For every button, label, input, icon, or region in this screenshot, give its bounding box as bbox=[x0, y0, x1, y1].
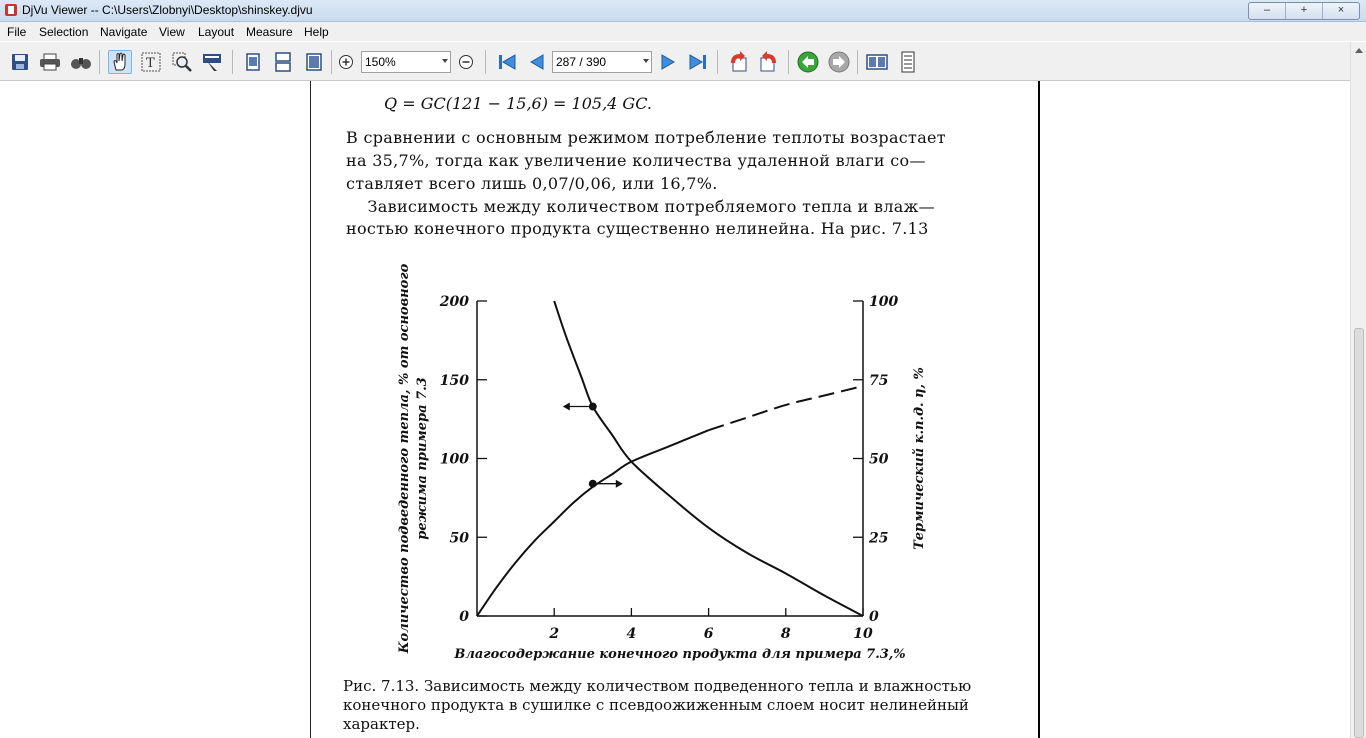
paragraph-line: В сравнении с основным режимом потребление теплоты возрастает bbox=[346, 128, 946, 147]
chart-curves bbox=[477, 301, 863, 616]
page-value: 287 / 390 bbox=[556, 55, 607, 69]
curve-marker bbox=[589, 480, 597, 488]
zoom-out-icon[interactable] bbox=[454, 50, 478, 74]
paragraph-line: на 35,7%, тогда как увеличение количества удаленной влаги со— bbox=[346, 151, 926, 170]
x-tick-label: 6 bbox=[703, 626, 714, 642]
caption-line: конечного продукта в сушилке с псевдоожиженным слоем носит нелинейный bbox=[343, 696, 969, 714]
minimize-button[interactable]: – bbox=[1249, 3, 1286, 19]
y-left-tick-label: 200 bbox=[439, 294, 469, 310]
y-right-tick-label: 0 bbox=[869, 609, 879, 625]
svg-text:T: T bbox=[146, 56, 155, 71]
menu-layout[interactable]: Layout bbox=[198, 25, 235, 39]
menu-measure[interactable]: Measure bbox=[246, 25, 293, 39]
formula-line: Q = GC(121 − 15,6) = 105,4 GC. bbox=[384, 94, 652, 113]
arrow-head bbox=[616, 480, 623, 488]
scroll-up-icon[interactable] bbox=[1355, 48, 1363, 53]
rotate-right-icon[interactable] bbox=[757, 50, 781, 74]
caption-line: характер. bbox=[343, 715, 420, 733]
save-icon[interactable] bbox=[8, 50, 32, 74]
heat-curve bbox=[554, 301, 863, 616]
zoom-in-icon[interactable] bbox=[334, 50, 358, 74]
y-left-tick-label: 0 bbox=[459, 609, 469, 625]
maximize-button[interactable]: + bbox=[1286, 3, 1323, 19]
arrow-head bbox=[563, 403, 570, 411]
y-right-tick-label: 100 bbox=[869, 294, 899, 310]
chevron-down-icon bbox=[643, 59, 649, 63]
x-tick-label: 2 bbox=[549, 626, 560, 642]
y-right-tick-label: 25 bbox=[869, 530, 889, 547]
efficiency-curve-dashed bbox=[709, 386, 863, 430]
x-tick-label: 8 bbox=[780, 626, 791, 642]
title-bar bbox=[0, 0, 1366, 22]
menu-selection[interactable]: Selection bbox=[39, 25, 89, 39]
page-select[interactable] bbox=[552, 51, 652, 73]
facing-icon[interactable] bbox=[302, 50, 326, 74]
paragraph-line: ностью конечного продукта существенно нелинейна. На рис. 7.13 bbox=[346, 219, 929, 238]
last-page-icon[interactable] bbox=[686, 50, 710, 74]
menu-view[interactable]: View bbox=[159, 25, 185, 39]
y-right-tick-label: 75 bbox=[869, 372, 889, 389]
x-tick-label: 10 bbox=[853, 626, 873, 642]
menu-file[interactable]: File bbox=[7, 25, 27, 39]
window-controls bbox=[1248, 2, 1360, 20]
efficiency-curve bbox=[477, 430, 709, 616]
zoom-tool-icon[interactable] bbox=[170, 50, 194, 74]
prev-page-icon[interactable] bbox=[525, 50, 549, 74]
back-icon[interactable] bbox=[796, 50, 820, 74]
print-icon[interactable] bbox=[38, 50, 62, 74]
region-icon[interactable] bbox=[200, 50, 224, 74]
zoom-value: 150% bbox=[365, 55, 396, 69]
find-icon[interactable] bbox=[69, 50, 93, 74]
continuous-icon[interactable] bbox=[271, 50, 295, 74]
x-tick-label: 4 bbox=[626, 626, 637, 642]
paragraph-line: Зависимость между количеством потребляемого тепла и влаж— bbox=[346, 197, 935, 216]
y-left-tick-label: 150 bbox=[439, 372, 469, 389]
figure-chart bbox=[380, 260, 940, 670]
rotate-left-icon[interactable] bbox=[726, 50, 750, 74]
x-axis-label: Влагосодержание конечного продукта для примера 7.3,% bbox=[454, 647, 906, 662]
next-page-icon[interactable] bbox=[656, 50, 680, 74]
text-select-icon[interactable] bbox=[139, 50, 163, 74]
thumbnails-icon[interactable] bbox=[865, 50, 889, 74]
caption-line: Рис. 7.13. Зависимость между количеством подведенного тепла и влажностью bbox=[343, 677, 972, 695]
menu-navigate[interactable]: Navigate bbox=[100, 25, 148, 39]
y-left-tick-label: 100 bbox=[439, 451, 469, 468]
vertical-scrollbar[interactable] bbox=[1350, 42, 1366, 738]
y-left-axis-label-2: режима примера 7.3 bbox=[415, 377, 430, 540]
y-right-tick-label: 50 bbox=[869, 451, 889, 468]
scroll-thumb[interactable] bbox=[1354, 328, 1364, 738]
app-icon bbox=[4, 3, 18, 17]
close-button[interactable]: × bbox=[1337, 4, 1345, 16]
chevron-down-icon bbox=[442, 59, 448, 63]
y-left-axis-label: Количество подведенного тепла, % от основного bbox=[397, 263, 412, 654]
paragraph-line: ставляет всего лишь 0,07/0,06, или 16,7%. bbox=[346, 174, 718, 193]
toolbar bbox=[0, 42, 1366, 81]
curve-marker bbox=[589, 403, 597, 411]
y-right-axis-label: Термический к.п.д. η, % bbox=[912, 367, 927, 550]
hand-icon[interactable] bbox=[108, 50, 132, 74]
single-page-icon[interactable] bbox=[241, 50, 265, 74]
outline-icon[interactable] bbox=[896, 50, 920, 74]
y-left-tick-label: 50 bbox=[449, 530, 469, 547]
first-page-icon[interactable] bbox=[495, 50, 519, 74]
menu-bar bbox=[0, 22, 1366, 41]
chart-axes bbox=[477, 301, 863, 616]
menu-help[interactable]: Help bbox=[304, 25, 329, 39]
forward-icon[interactable] bbox=[827, 50, 851, 74]
zoom-select[interactable] bbox=[361, 51, 451, 73]
window-title: DjVu Viewer -- C:\Users\Zlobnyi\Desktop\shinskey.djvu bbox=[22, 3, 313, 17]
